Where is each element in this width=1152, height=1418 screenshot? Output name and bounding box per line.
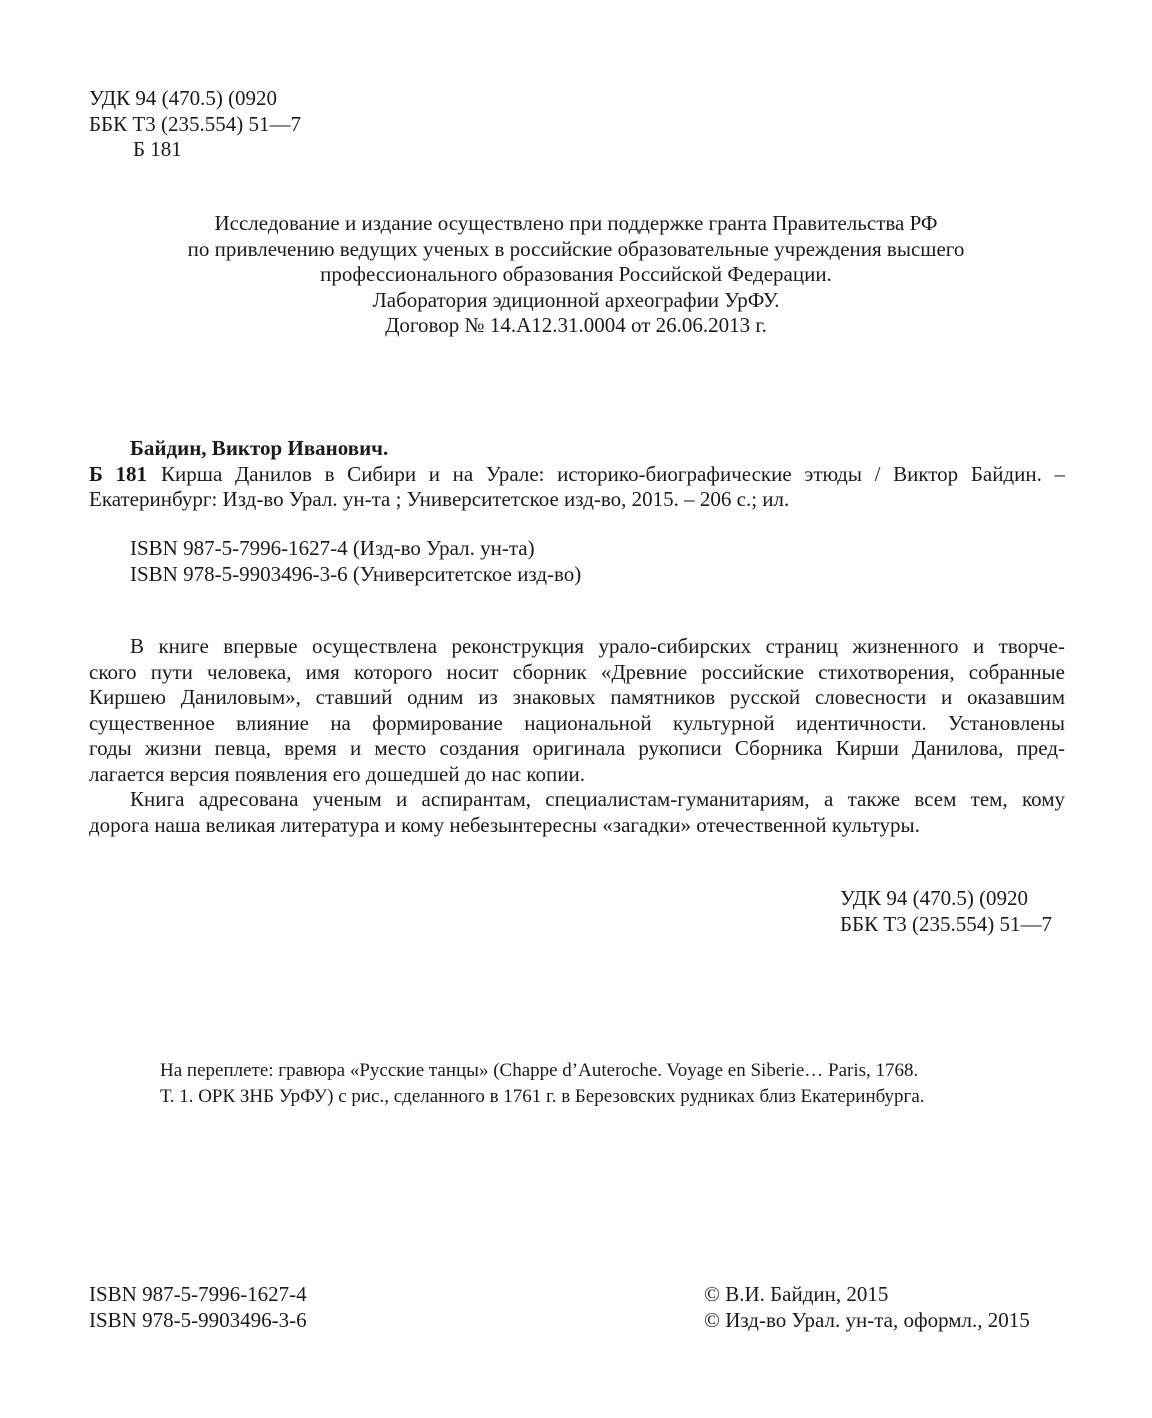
catalog-code: Б 181 bbox=[89, 461, 148, 486]
annotation-line: существенное влияние на формирование национальной культурной идентичности. Установлены bbox=[89, 710, 1065, 735]
isbn-bottom-1: ISBN 987-5-7996-1627-4 bbox=[89, 1282, 307, 1306]
annotation-line: ского пути человека, имя которого носит сборник «Древние российские стихотворения, собранные bbox=[89, 659, 1065, 684]
annotation-line: лагается версия появления его дошедшей до нас копии. bbox=[89, 761, 586, 786]
annotation-line: Книга адресована ученым и аспирантам, специалистам-гуманитариям, а также всем тем, кому bbox=[130, 787, 1065, 811]
copyright-line-1: © В.И. Байдин, 2015 bbox=[704, 1282, 889, 1306]
catalog-author: Байдин, Виктор Иванович. bbox=[130, 436, 389, 460]
classification-right bbox=[840, 886, 1052, 937]
cover-note-line: На переплете: гравюра «Русские танцы» (Chappe d’Auteroche. Voyage en Siberie… Paris, 1768. bbox=[160, 1060, 919, 1081]
catalog-isbn-2: ISBN 978-5-9903496-3-6 (Университетское изд-во) bbox=[130, 561, 582, 586]
bbk-code: ББК Т3 (235.554) 51—7 bbox=[89, 111, 301, 136]
catalog-title: Кирша Данилов в Сибири и на Урале: историко-биографические этюды / Виктор Байдин. – bbox=[161, 461, 1066, 486]
grant-line: Исследование и издание осуществлено при поддержке гранта Правительства РФ bbox=[214, 211, 938, 235]
annotation-line: дорога наша великая литература и кому небезынтересны «загадки» отечественной культуры. bbox=[89, 812, 920, 837]
annotation bbox=[89, 634, 1065, 838]
cover-note-line: Т. 1. ОРК ЗНБ УрФУ) с рис., сделанного в 1761 г. в Березовских рудниках близ Екатеринбурга. bbox=[160, 1086, 925, 1107]
annotation-line: годы жизни певца, время и место создания оригинала рукописи Сборника Кирши Данилова, пред- bbox=[89, 736, 1065, 760]
author-mark: Б 181 bbox=[133, 137, 182, 161]
isbn-bottom bbox=[89, 1282, 307, 1333]
annotation-line: В книге впервые осуществлена реконструкция урало-сибирских страниц жизненного и творче- bbox=[130, 634, 1065, 658]
catalog-title-line bbox=[89, 462, 1065, 488]
udk-code-right: УДК 94 (470.5) (0920 bbox=[840, 886, 1029, 910]
classification-block bbox=[89, 86, 301, 163]
grant-line: по привлечению ведущих ученых в российские образовательные учреждения высшего bbox=[187, 236, 965, 261]
copyright-line-2: © Изд-во Урал. ун-та, оформл., 2015 bbox=[704, 1307, 1030, 1332]
copyright bbox=[704, 1282, 1030, 1333]
catalog-imprint: Екатеринбург: Изд-во Урал. ун-та ; Университетское изд-во, 2015. – 206 с.; ил. bbox=[89, 487, 790, 511]
bbk-code-right: ББК Т3 (235.554) 51—7 bbox=[840, 911, 1052, 936]
grant-note bbox=[120, 211, 1032, 339]
grant-line: Лаборатория эдиционной археографии УрФУ. bbox=[372, 287, 780, 312]
catalog-isbn-1: ISBN 987-5-7996-1627-4 (Изд-во Урал. ун-та) bbox=[130, 536, 535, 560]
annotation-line: Киршею Даниловым», ставший одним из знаковых памятников русской словесности и оказавшим bbox=[89, 685, 1065, 709]
grant-line: Договор № 14.А12.31.0004 от 26.06.2013 г. bbox=[385, 313, 767, 337]
catalog-isbn-block bbox=[130, 536, 581, 587]
grant-line: профессионального образования Российской Федерации. bbox=[320, 262, 832, 286]
isbn-bottom-2: ISBN 978-5-9903496-3-6 bbox=[89, 1307, 307, 1332]
udk-code: УДК 94 (470.5) (0920 bbox=[89, 86, 278, 110]
catalog-record bbox=[89, 436, 1065, 513]
cover-note bbox=[160, 1058, 925, 1110]
